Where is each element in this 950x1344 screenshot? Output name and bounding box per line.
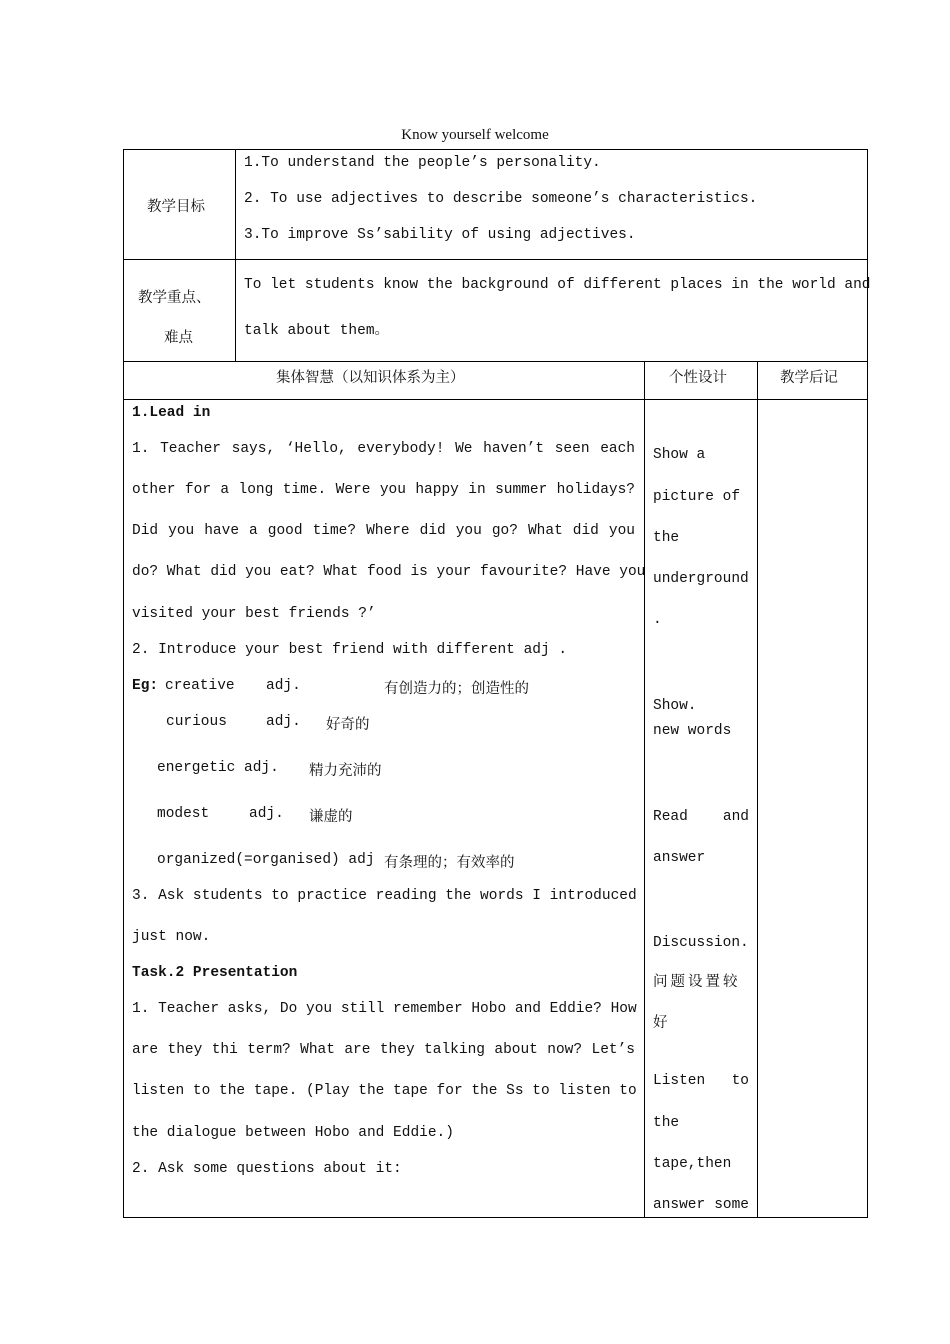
paragraph-line: visited your best friends ?’ — [132, 606, 376, 622]
vocab-pos: adj. — [266, 714, 301, 730]
objective-item: 3.To improve Ss’sability of using adjectives. — [244, 227, 636, 243]
paragraph-line: do? What did you eat? What food is your favourite? Have you — [132, 564, 646, 580]
vocab-word: energetic adj. — [157, 760, 279, 776]
design-note: Read and — [653, 809, 749, 825]
column-header-design: 个性设计 — [669, 370, 727, 386]
keypoints-text: To let students know the background of different places in the world and — [244, 277, 871, 293]
design-note: . — [653, 612, 662, 628]
vocab-meaning: 有条理的；有效率的 — [384, 855, 515, 871]
vocab-pos: adj. — [266, 678, 301, 694]
section-heading: Task.2 Presentation — [132, 965, 298, 981]
section-heading: 1.Lead in — [132, 405, 211, 421]
paragraph-line: Did you have a good time? Where did you go? What did you — [132, 523, 635, 539]
vocab-word: curious — [166, 714, 227, 730]
design-note: tape,then — [653, 1156, 732, 1172]
paragraph-line: other for a long time. Were you happy in summer holidays? — [132, 482, 635, 498]
vocab-meaning: 谦虚的 — [309, 809, 353, 825]
paragraph-line: 3. Ask students to practice reading the words I introduced — [132, 888, 637, 904]
paragraph-line: listen to the tape. (Play the tape for the Ss to listen to — [132, 1083, 637, 1099]
paragraph-line: 1. Teacher asks, Do you still remember Hobo and Eddie? How — [132, 1001, 637, 1017]
vocab-pos: adj. — [249, 806, 284, 822]
design-note: 好 — [653, 1015, 668, 1031]
paragraph-line: are they thi term? What are they talking about now? Let’s — [132, 1042, 635, 1058]
col-divider — [757, 361, 758, 1218]
objectives-label: 教学目标 — [147, 199, 205, 215]
design-note: Show. — [653, 698, 697, 714]
col-divider — [235, 149, 236, 361]
objective-item: 2. To use adjectives to describe someone’s characteristics. — [244, 191, 758, 207]
paragraph-line: the dialogue between Hobo and Eddie.) — [132, 1125, 454, 1141]
vocab-word: organized(=organised) adj — [157, 852, 375, 868]
design-note: Discussion. — [653, 935, 749, 951]
paragraph-line: 1. Teacher says, ‘Hello, everybody! We haven’t seen each — [132, 441, 635, 457]
vocab-meaning: 精力充沛的 — [309, 763, 382, 779]
design-note: answer — [653, 850, 706, 866]
design-note: 问题设置较 — [653, 974, 741, 990]
design-note: Show a — [653, 447, 706, 463]
col-divider — [644, 361, 645, 1218]
paragraph-line: just now. — [132, 929, 211, 945]
column-header-notes: 教学后记 — [780, 370, 838, 386]
design-note: picture of — [653, 489, 741, 505]
design-note: the — [653, 530, 680, 546]
column-header-main: 集体智慧（以知识体系为主） — [276, 370, 465, 386]
design-note: Listen to — [653, 1073, 749, 1089]
keypoints-label-2: 难点 — [164, 330, 193, 346]
vocab-word: modest — [157, 806, 210, 822]
paragraph-line: 2. Introduce your best friend with different adj . — [132, 642, 568, 658]
vocab-meaning: 好奇的 — [326, 717, 370, 733]
vocab-meaning: 有创造力的；创造性的 — [384, 681, 529, 697]
design-note: the — [653, 1115, 680, 1131]
keypoints-label: 教学重点、 — [138, 290, 211, 306]
design-note: new words — [653, 723, 732, 739]
objective-item: 1.To understand the people’s personality. — [244, 155, 601, 171]
design-note: underground — [653, 571, 749, 587]
vocab-word: creative — [165, 678, 235, 694]
paragraph-line: 2. Ask some questions about it: — [132, 1161, 402, 1177]
keypoints-text-2: talk about them。 — [244, 323, 390, 339]
document-title: Know yourself welcome — [401, 127, 549, 143]
example-label: Eg: — [132, 678, 159, 694]
design-note: answer some — [653, 1197, 749, 1213]
